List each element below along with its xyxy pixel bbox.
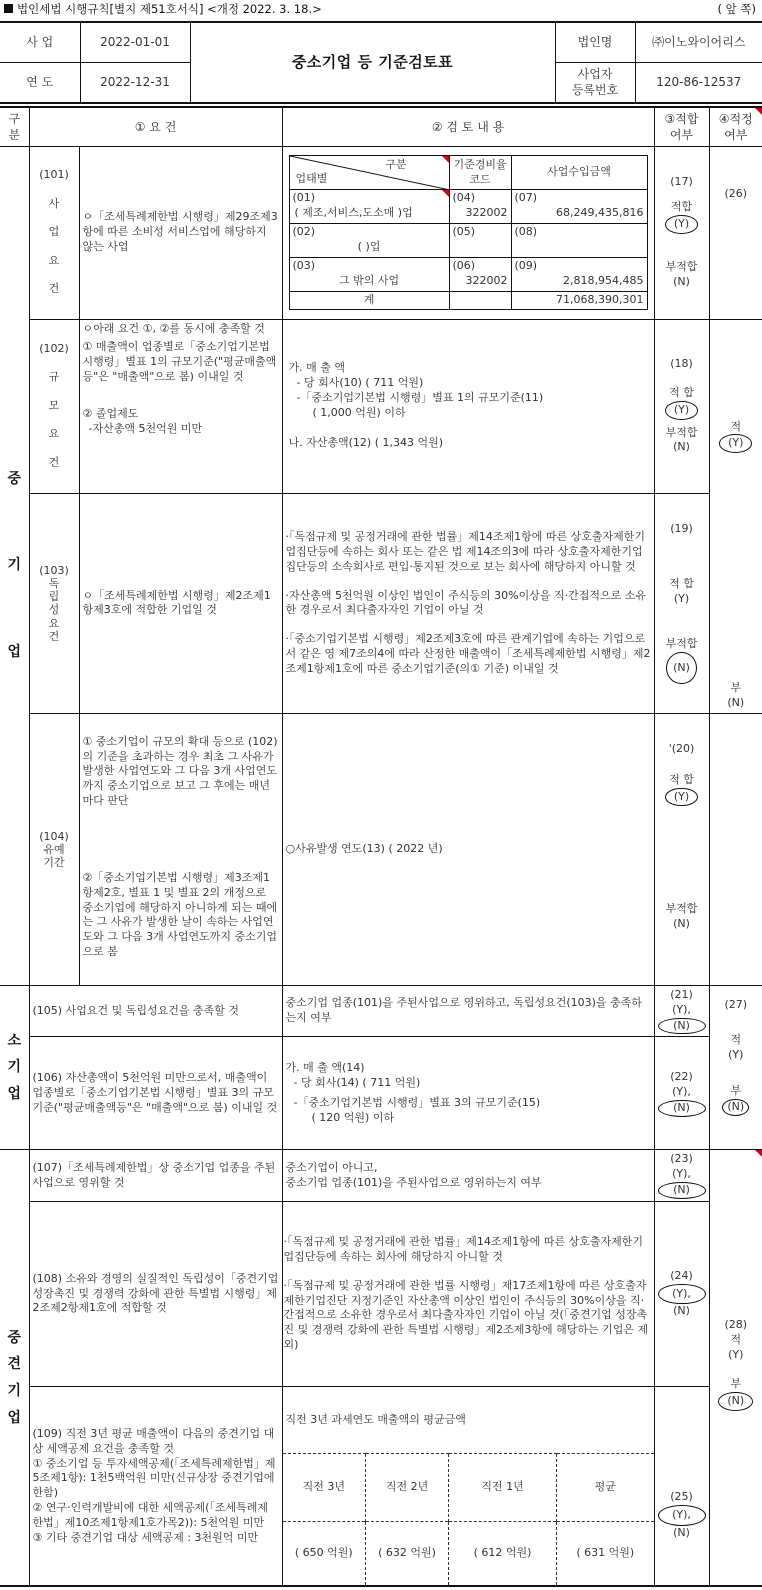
diag-header-cell: 구분 업태별 (289, 156, 449, 190)
period-label-1: 사 업 (0, 22, 80, 62)
review-107: 중소기업이 아니고, 중소기업 업종(101)을 주된사업으로 영위하는지 여부 (282, 1150, 654, 1202)
total-row: 계 71,068,390,301 (289, 292, 647, 310)
fit-105[interactable]: (21) (Y), (N) (654, 985, 709, 1037)
review-table (0, 106, 762, 1587)
proper-105-106[interactable]: (27) 적 (Y) 부 (N) (709, 985, 762, 1150)
form-title: 중소기업 등 기준검토표 (190, 22, 555, 103)
head-code: 기준경비율 코드 (449, 156, 511, 190)
head-amount: 사업수입금액 (511, 156, 647, 190)
review-101 (282, 146, 654, 319)
requirement-105: (105) 사업요건 및 독립성요건을 충족할 것 (29, 985, 282, 1037)
selected-y-mark: (Y), (658, 1505, 706, 1526)
comment-marker-icon (755, 108, 762, 115)
requirement-109: (109) 직전 3년 평균 매출액이 다음의 중견기업 대상 세액공제 요건을 충족할 것 ① 중소기업 등 투자세액공제(「조세특례제한법」제5조제1항): 1천5백억원 미만(신규상장 중견기업에 한함) ② 연구·인력개발비에 대한 세액공제(「조세특례제한법」제10조제1항제1호가목2)): 5천억원 미만 ③ 기타 중견기업 대상 세액공제 : 3천원억 미만 (29, 1386, 282, 1586)
col-fit: ③적합 여부 (654, 107, 709, 146)
selected-y-mark: (Y) (665, 788, 698, 807)
review-103: ·「독점규제 및 공정거래에 관한 법률」제14조제1항에 따른 상호출자제한기업집단등에 속하는 회사 또는 같은 법 제14조의3에 따라 상호출자제한기업집단등의 소속회사로 편입·통지된 것으로 보는 회사에 해당하지 아니할 것 ·자산총액 5천억원 이상인 법인이 주식등의 30%이상을 직·간접적으로 소유한 경우로서 최다출자자인 기업이 아닐 것 ·「중소기업기본법 시행령」제2조제3호에 따른 관계기업에 속하는 기업으로서 같은 영 제7조의4에 따라 산정한 매출액이「조세특례제한법 시행령」제2조제1항제1호에 따른 중소기업기준(의① 기준) 이내일 것 (282, 493, 654, 713)
selected-n-mark: (N) (666, 652, 697, 685)
avg-sales-table (283, 1453, 654, 1586)
period-start: 2022-01-01 (80, 22, 190, 62)
proper-107-109[interactable]: (28) 적 (Y) 부 (N) (709, 1150, 762, 1587)
requirement-106: (106) 자산총액이 5천억원 미만으로서, 매출액이 업종별로「중소기업기본법 시행령」별표 3의 규모기준("평균매출액등"은 "매출액"으로 봄) 이내일 것 (29, 1037, 282, 1150)
selected-y-mark: (Y) (719, 434, 752, 453)
fit-107[interactable]: (23) (Y), (N) (654, 1150, 709, 1202)
square-bullet-icon (4, 4, 13, 13)
period-label-2: 연 도 (0, 62, 80, 103)
year-value: ( 612 억원) (449, 1521, 557, 1585)
col-requirement: ① 요 건 (29, 107, 282, 146)
fit-104[interactable]: '(20) 적 합 (Y) 부적합 (N) (654, 713, 709, 985)
fit-101[interactable]: (17) 적합 (Y) 부적합 (N) (654, 146, 709, 319)
requirement-104: ① 중소기업이 규모의 확대 등으로 (102)의 기준을 초과하는 경우 최초 그 사유가 발생한 사업연도와 그 다음 3개 사업연도까지 중소기업으로 보고 그 후에는 매년마다 판단 ②「중소기업기본법 시행령」제3조제1항제2호, 별표 1 및 별표 2의 개정으로 중소기업에 해당하지 아니하게 되는 때에는 그 사유가 발생한 날이 속하는 사업연도와 그 다음 3개 사업연도까지 중소기업으로 봄 (79, 713, 282, 985)
avg-sales-title: 직전 3년 과세연도 매출액의 평균금액 (285, 1412, 466, 1426)
review-104: ○사유발생 연도(13) ( 2022 년) (282, 713, 654, 985)
selected-n-mark: (N) (718, 1392, 753, 1411)
biz-row: (02) ( )업 (05) (08) (289, 224, 647, 258)
requirement-103: ㅇ「조세특례제한법 시행령」제2조제1항제3호에 적합한 기업일 것 (79, 493, 282, 713)
comment-marker-icon (755, 1150, 762, 1157)
business-type-table (289, 155, 648, 310)
review-108: ·「독점규제 및 공정거래에 관한 법률」제14조제1항에 따른 상호출자제한기업집단등에 속하는 회사에 해당하지 아니할 것 ·「독점규제 및 공정거래에 관한 법률 시행령」제17조제1항에 따른 상호출자제한기업진단 지정기준인 자산총액 이상인 법인이 주식등의 30%이상을 직·간접적으로 소유한 경우로서 최다출자자인 기업이 아닐 것(「중견기업 성장촉진 및 경쟁력 강화에 관한 특별법 시행령」제2조제3항에 해당하는 기업은 제외) (282, 1201, 654, 1386)
selected-y-mark: (Y), (658, 1284, 706, 1305)
period-end: 2022-12-31 (80, 62, 190, 103)
requirement-108: (108) 소유와 경영의 실질적인 독립성이「중견기업 성장촉진 및 경쟁력 강화에 관한 특별법 시행령」제2조제2항제1호에 적합할 것 (29, 1201, 282, 1386)
code-103: (103) 독 립 성 요 건 (29, 493, 79, 713)
section-small: 소 기 업 (0, 985, 29, 1150)
fit-102[interactable]: (18) 적 합 (Y) 부적합 (N) (654, 319, 709, 493)
code-102: (102) 규 모 요 건 (29, 319, 79, 493)
selected-n-mark: (N) (658, 1018, 706, 1035)
selected-n-mark: (N) (658, 1100, 706, 1117)
form-reference: 법인세법 시행규칙[별지 제51호서식] <개정 2022. 3. 18.> (17, 2, 322, 16)
year-label: 직전 1년 (449, 1453, 557, 1521)
proper-104[interactable] (709, 713, 762, 985)
code-101: (101) 사 업 요 건 (29, 146, 79, 319)
review-105: 중소기업 업종(101)을 주된사업으로 영위하고, 독립성요건(103)을 충족하는지 여부 (282, 985, 654, 1037)
col-proper: ④적정 여부 (709, 107, 762, 146)
biz-no: 120-86-12537 (635, 62, 762, 103)
requirement-107: (107)「조세특례제한법」상 중소기업 업종을 주된 사업으로 영위할 것 (29, 1150, 282, 1202)
fit-106[interactable]: (22) (Y), (N) (654, 1037, 709, 1150)
biz-no-label: 사업자 등록번호 (555, 62, 635, 103)
selected-y-mark: (Y) (665, 215, 698, 234)
header-table (0, 21, 762, 104)
code-104: (104) 유예 기간 (29, 713, 79, 985)
requirement-101: ㅇ「조세특례제한법 시행령」제29조제3항에 따른 소비성 서비스업에 해당하지 않는 사업 (79, 146, 282, 319)
selected-n-mark: (N) (658, 1182, 706, 1199)
col-review: ② 검 토 내 용 (282, 107, 654, 146)
form-header-line (4, 2, 756, 20)
fit-108[interactable]: (24) (Y), (N) (654, 1201, 709, 1386)
col-category: 구분 (0, 107, 29, 146)
requirement-102: ㅇ아래 요건 ①, ②를 동시에 충족할 것 ① 매출액이 업종별로「중소기업기본법 시행령」별표 1의 규모기준("평균매출액등"은 "매출액"으로 봄) 이내일 것 ② 졸업제도 -자산총액 5천억원 미만 (79, 319, 282, 493)
year-value: ( 632 억원) (366, 1521, 449, 1585)
fit-109[interactable]: (25) (Y), (N) (654, 1386, 709, 1586)
biz-row: (03) 그 밖의 사업 (06) 322002 (09) 2,818,954,485 (289, 258, 647, 292)
review-109 (282, 1386, 654, 1586)
review-102: 가. 매 출 액 - 당 회사(10) ( 711 억원) -「중소기업기본법 시행령」별표 1의 규모기준(11) ( 1,000 억원) 이하 나. 자산총액(12) ( 1,343 억원) (282, 319, 654, 493)
biz-row: (01) ( 제조,서비스,도소매 )업 (04) 322002 (07) 68,249,435,816 (289, 190, 647, 224)
year-value: ( 631 억원) (557, 1521, 654, 1585)
proper-101[interactable]: (26) (709, 146, 762, 319)
corp-name-label: 법인명 (555, 22, 635, 62)
review-106: 가. 매 출 액(14) - 당 회사(14) ( 711 억원) -「중소기업기본법 시행령」별표 3의 규모기준(15) ( 120 억원) 이하 (282, 1037, 654, 1150)
selected-y-mark: (Y) (665, 401, 698, 420)
year-label: 평균 (557, 1453, 654, 1521)
year-label: 직전 3년 (283, 1453, 366, 1521)
year-label: 직전 2년 (366, 1453, 449, 1521)
page-side-label: ( 앞 쪽) (717, 2, 756, 16)
section-sme: 중 기 업 (0, 146, 29, 985)
proper-102-103[interactable]: 적 (Y) 부 (N) (709, 319, 762, 713)
fit-103[interactable]: (19) 적 합 (Y) 부적합 (N) (654, 493, 709, 713)
section-mid: 중 견 기 업 (0, 1150, 29, 1587)
corp-name: ㈜이노와이어리스 (635, 22, 762, 62)
selected-n-mark: (N) (722, 1099, 749, 1116)
year-value: ( 650 억원) (283, 1521, 366, 1585)
